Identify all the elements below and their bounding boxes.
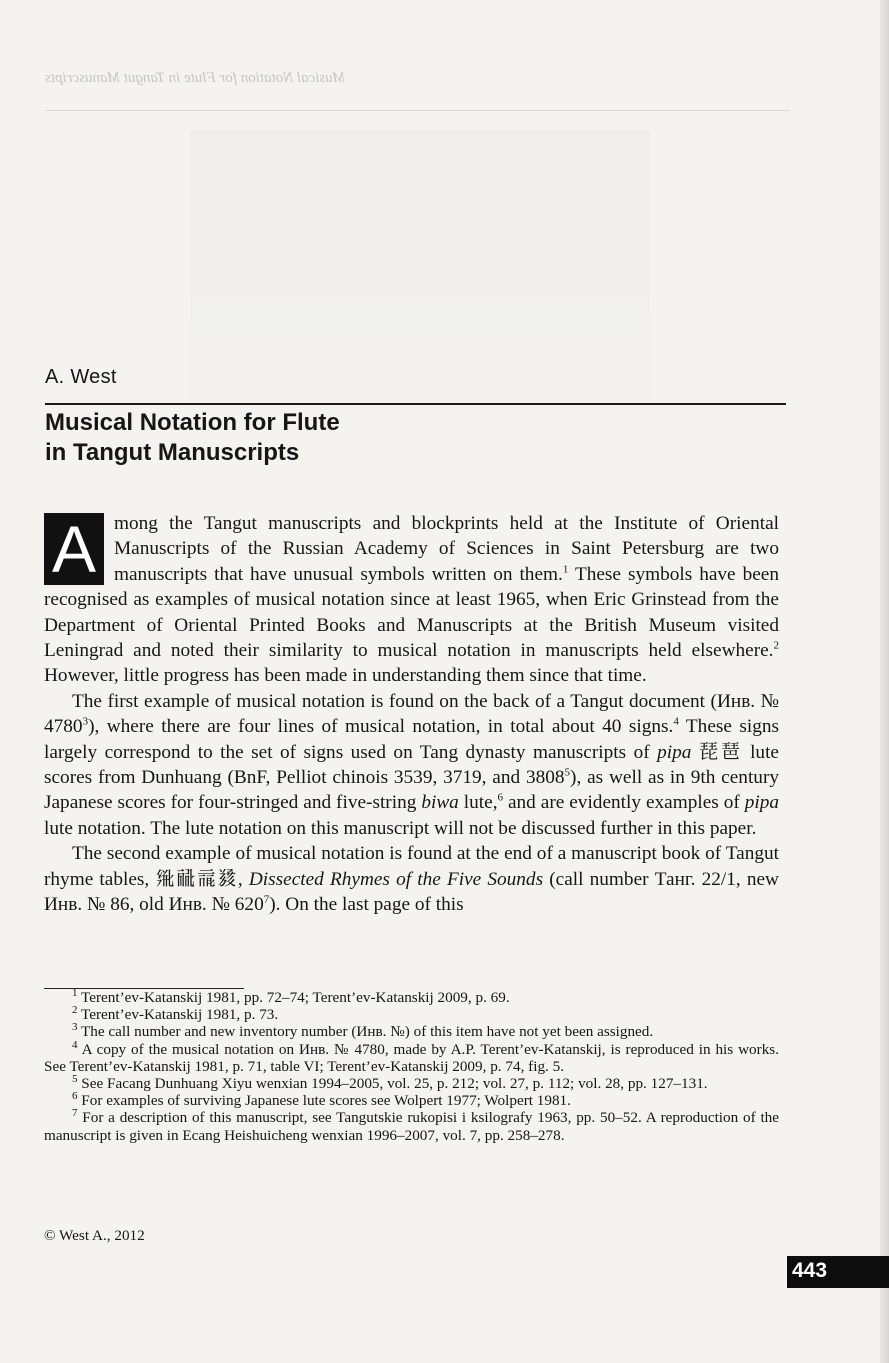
- footnote-5: [44, 1072, 779, 1093]
- footnote-ref-6[interactable]: 6: [497, 792, 504, 805]
- article-author: A. West: [45, 366, 117, 388]
- footnote-number: 4: [72, 1038, 78, 1051]
- paragraph-1: [44, 511, 779, 689]
- paragraph-2-text-g: and are evidently examples of: [503, 792, 745, 814]
- show-through-rule: [45, 110, 790, 111]
- title-divider: [45, 403, 786, 405]
- book-title: Dissected Rhymes of the Five Sounds: [248, 868, 544, 890]
- paragraph-1-text-c: However, little progress has been made in understanding them since that time.: [44, 665, 647, 687]
- paragraph-2-text-c: These signs largely correspond to the set of signs used on Tang dynasty manuscripts of: [44, 716, 779, 763]
- paragraph-2-text-e: ), as well as in 9th century Japanese scores for four-stringed and five-string: [44, 767, 779, 814]
- term-pipa-2: pipa: [744, 792, 779, 814]
- footnote-text: Terent’ev-Katanskij 1981, p. 73.: [77, 1006, 279, 1024]
- title-line-2: in Tangut Manuscripts: [45, 439, 300, 466]
- footnote-text: See Facang Dunhuang Xiyu wenxian 1994–2005, vol. 25, p. 212; vol. 27, p. 112; vol. 28, pp. 127–131.: [77, 1075, 708, 1093]
- paragraph-2-text-h: lute notation. The lute notation on this manuscript will not be discussed further in this paper.: [44, 817, 757, 839]
- footnote-text: For examples of surviving Japanese lute scores see Wolpert 1977; Wolpert 1981.: [77, 1092, 571, 1110]
- footnote-number: 1: [72, 986, 78, 999]
- footnote-text: A copy of the musical notation on Инв. № 4780, made by A.P. Terent’ev-Katanskij, is reproduced in his works. See Terent’ev-Katanskij 1981, p. 71, table VI; Terent’ev-Katanskij 2009, p. 74, fig. 5.: [44, 1040, 779, 1075]
- footnote-4: [44, 1038, 779, 1075]
- footnote-ref-5[interactable]: 5: [564, 766, 571, 779]
- footnote-number: 6: [72, 1090, 78, 1103]
- copyright-notice: © West A., 2012: [44, 1227, 145, 1244]
- term-biwa: biwa: [421, 792, 459, 814]
- footnote-text: For a description of this manuscript, see Tangutskie rukopisi i ksilografy 1963, pp. 50–52. A reproduction of the manuscript is given in Ecang Heishuicheng wenxian 1996–2007, vol. 7, pp. 258–278.: [44, 1109, 779, 1144]
- footnote-ref-1[interactable]: 1: [562, 563, 569, 576]
- paragraph-2-text-a: The first example of musical notation is found on the back of a Tangut document (Инв. № 4780: [44, 690, 779, 738]
- footnote-ref-2[interactable]: 2: [773, 639, 779, 652]
- article-body: [44, 511, 779, 918]
- footnote-6: [44, 1092, 779, 1109]
- drop-cap: A: [44, 513, 104, 585]
- page-edge-shadow: [880, 0, 889, 1363]
- footnote-ref-3[interactable]: 3: [82, 715, 89, 728]
- footnote-number: 2: [72, 1004, 78, 1017]
- title-line-1: Musical Notation for Flute: [45, 409, 340, 436]
- footnote-number: 7: [72, 1107, 78, 1120]
- footnote-ref-4[interactable]: 4: [673, 715, 679, 728]
- article-title: [45, 408, 645, 468]
- show-through-region: [190, 130, 650, 400]
- footnotes: [44, 986, 779, 1144]
- footnote-text: Terent’ev-Katanskij 1981, pp. 72–74; Terent’ev-Katanskij 2009, p. 69.: [77, 989, 510, 1006]
- term-pipa: pipa: [657, 741, 692, 763]
- page-number-tab: 443: [787, 1256, 889, 1288]
- paragraph-1-text-a: mong the Tangut manuscripts and blockprints held at the Institute of Oriental Manuscripts of the Russian Academy of Sciences in Saint Petersburg are two manuscripts that have unusual symbols written on them.: [114, 513, 779, 585]
- paragraph-2-text-b: ), where there are four lines of musical notation, in total about 40 signs.: [88, 716, 674, 738]
- footnote-ref-7[interactable]: 7: [263, 893, 270, 906]
- footnote-text: The call number and new inventory number (Инв. №) of this item have not yet been assigned.: [77, 1023, 654, 1041]
- footnote-7: [44, 1109, 779, 1143]
- paragraph-3-text-c: ). On the last page of this: [269, 894, 464, 916]
- footnote-number: 5: [72, 1072, 78, 1085]
- footnote-number: 3: [72, 1021, 78, 1034]
- paragraph-3: [44, 841, 779, 917]
- paragraph-2-text-d: 琵琶 lute scores from Dunhuang (BnF, Pelliot chinois 3539, 3719, and 3808: [44, 741, 779, 789]
- paragraph-2-text-f: lute,: [458, 792, 498, 814]
- paragraph-2: [44, 689, 779, 841]
- paragraph-3-text-a: The second example of musical notation is found at the end of a manuscript book of Tangut rhyme tables, 𗊴𗟻𗄈𗯿,: [44, 843, 779, 890]
- footnote-2: [44, 1006, 779, 1023]
- paragraph-3-text-b: (call number Танг. 22/1, new Инв. № 86, old Инв. № 620: [44, 868, 779, 916]
- footnote-3: [44, 1023, 779, 1040]
- show-through-header: Musical Notation for Flute in Tangut Manuscripts: [45, 70, 346, 86]
- footnote-1: [44, 986, 779, 1006]
- paragraph-1-text-b: These symbols have been recognised as examples of musical notation since at least 1965, when Eric Grinstead from the Department of Oriental Printed Books and Manuscripts at the British Museum visited Leningrad and noted their similarity to musical notation in manuscripts held elsewhere.: [44, 563, 779, 662]
